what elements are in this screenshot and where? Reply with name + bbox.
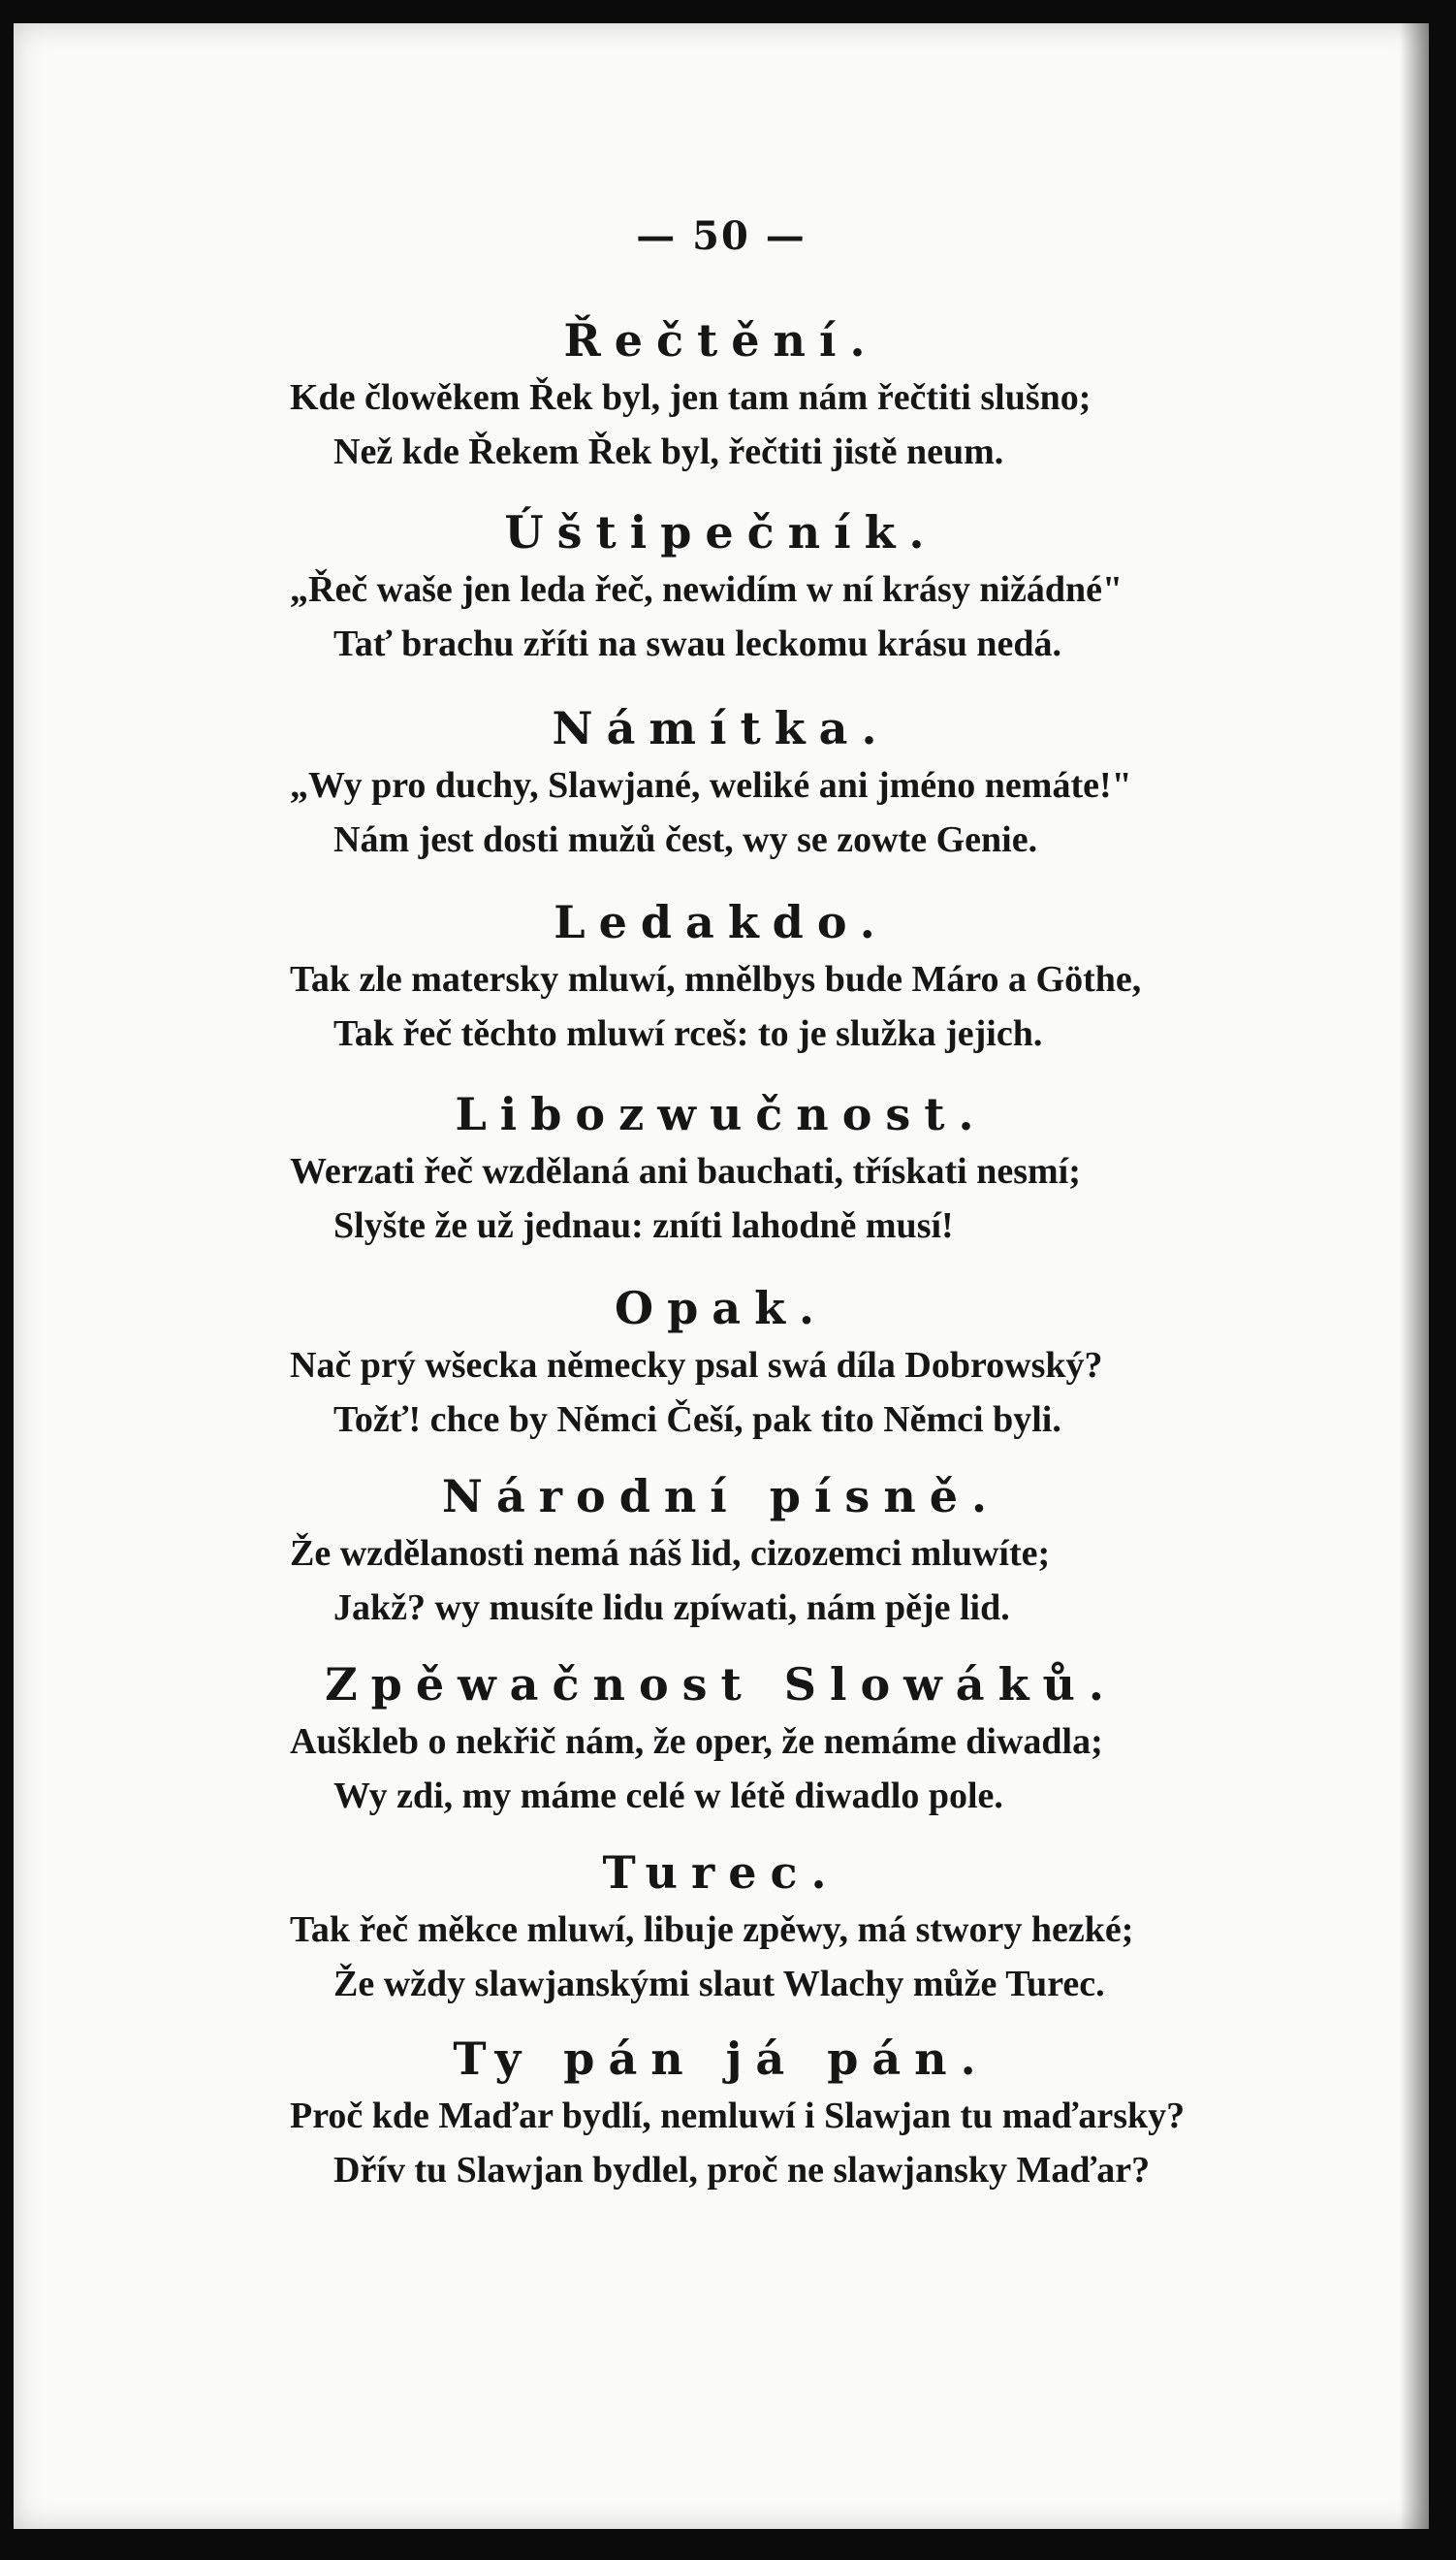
epigram-ledakdo — [14, 892, 1429, 1061]
epigram-title: Ledakdo. — [554, 896, 889, 948]
epigram-line: „Wy pro duchy, Slawjané, weliké ani jméno nemáte!" — [290, 765, 1132, 806]
epigram-line: Slyšte že už jednau: zníti lahodně musí! — [333, 1205, 954, 1246]
epigram-title: Národní písně. — [441, 1470, 1001, 1522]
epigram-line: Nám jest dosti mužů čest, wy se zowte Genie. — [333, 819, 1038, 860]
epigram-zpewacnost-slowaku — [14, 1654, 1429, 1823]
epigram-recteni — [14, 310, 1429, 479]
epigram-line: Tožť! chce by Němci Češí, pak tito Němci byli. — [333, 1399, 1061, 1440]
epigram-line: Auškleb o nekřič nám, že oper, že nemáme diwadla; — [290, 1721, 1103, 1762]
epigram-title: Řečtění. — [563, 314, 879, 367]
epigram-title: Úštipečník. — [504, 506, 938, 559]
epigram-title: Opak. — [615, 1282, 828, 1334]
epigram-narodni-pisne — [14, 1466, 1429, 1635]
epigram-turec — [14, 1842, 1429, 2011]
epigram-title: Turec. — [602, 1846, 840, 1899]
epigram-title: Ty pán já pán. — [453, 2032, 990, 2085]
book-page — [14, 23, 1429, 2529]
epigram-line: Že wždy slawjanskými slaut Wlachy může Turec. — [333, 1964, 1105, 2004]
page-number: — 50 — — [636, 213, 807, 259]
epigram-namitka — [14, 698, 1429, 867]
epigram-line: Proč kde Maďar bydlí, nemluwí i Slawjan tu maďarsky? — [290, 2096, 1186, 2136]
epigram-line: Tak řeč měkce mluwí, libuje zpěwy, má stwory hezké; — [290, 1909, 1134, 1950]
epigram-line: Kde člowěkem Řek byl, jen tam nám řečtiti slušno; — [290, 377, 1092, 418]
epigram-ustipecnik — [14, 502, 1429, 671]
epigram-line: „Řeč waše jen leda řeč, newidím w ní krásy nižádné" — [290, 569, 1124, 610]
epigram-title: Zpěwačnost Slowáků. — [325, 1658, 1118, 1711]
epigram-line: Wy zdi, my máme celé w létě diwadlo pole. — [333, 1776, 1003, 1816]
epigram-line: Tať brachu zříti na swau leckomu krásu nedá. — [333, 624, 1062, 664]
epigram-title: Námítka. — [552, 702, 891, 754]
epigram-libozwucnost — [14, 1084, 1429, 1253]
epigram-line: Než kde Řekem Řek byl, řečtiti jistě neum. — [333, 432, 1004, 472]
epigram-line: Nač prý wšecka německy psal swá díla Dobrowský? — [290, 1345, 1103, 1386]
epigram-line: Tak zle matersky mluwí, mnělbys bude Máro a Göthe, — [290, 959, 1142, 1000]
epigram-line: Tak řeč těchto mluwí rceš: to je služka jejich. — [333, 1013, 1043, 1054]
epigram-title: Libozwučnost. — [455, 1088, 988, 1140]
epigram-opak — [14, 1278, 1429, 1447]
epigram-line: Jakž? wy musíte lidu zpíwati, nám pěje lid. — [333, 1587, 1010, 1628]
epigram-line: Že wzdělanosti nemá náš lid, cizozemci mluwíte; — [290, 1533, 1051, 1574]
epigram-ty-pan-ja-pan — [14, 2029, 1429, 2197]
epigram-line: Werzati řeč wzdělaná ani bauchati, třískati nesmí; — [290, 1151, 1081, 1192]
epigram-line: Dřív tu Slawjan bydlel, proč ne slawjansky Maďar? — [333, 2150, 1151, 2191]
